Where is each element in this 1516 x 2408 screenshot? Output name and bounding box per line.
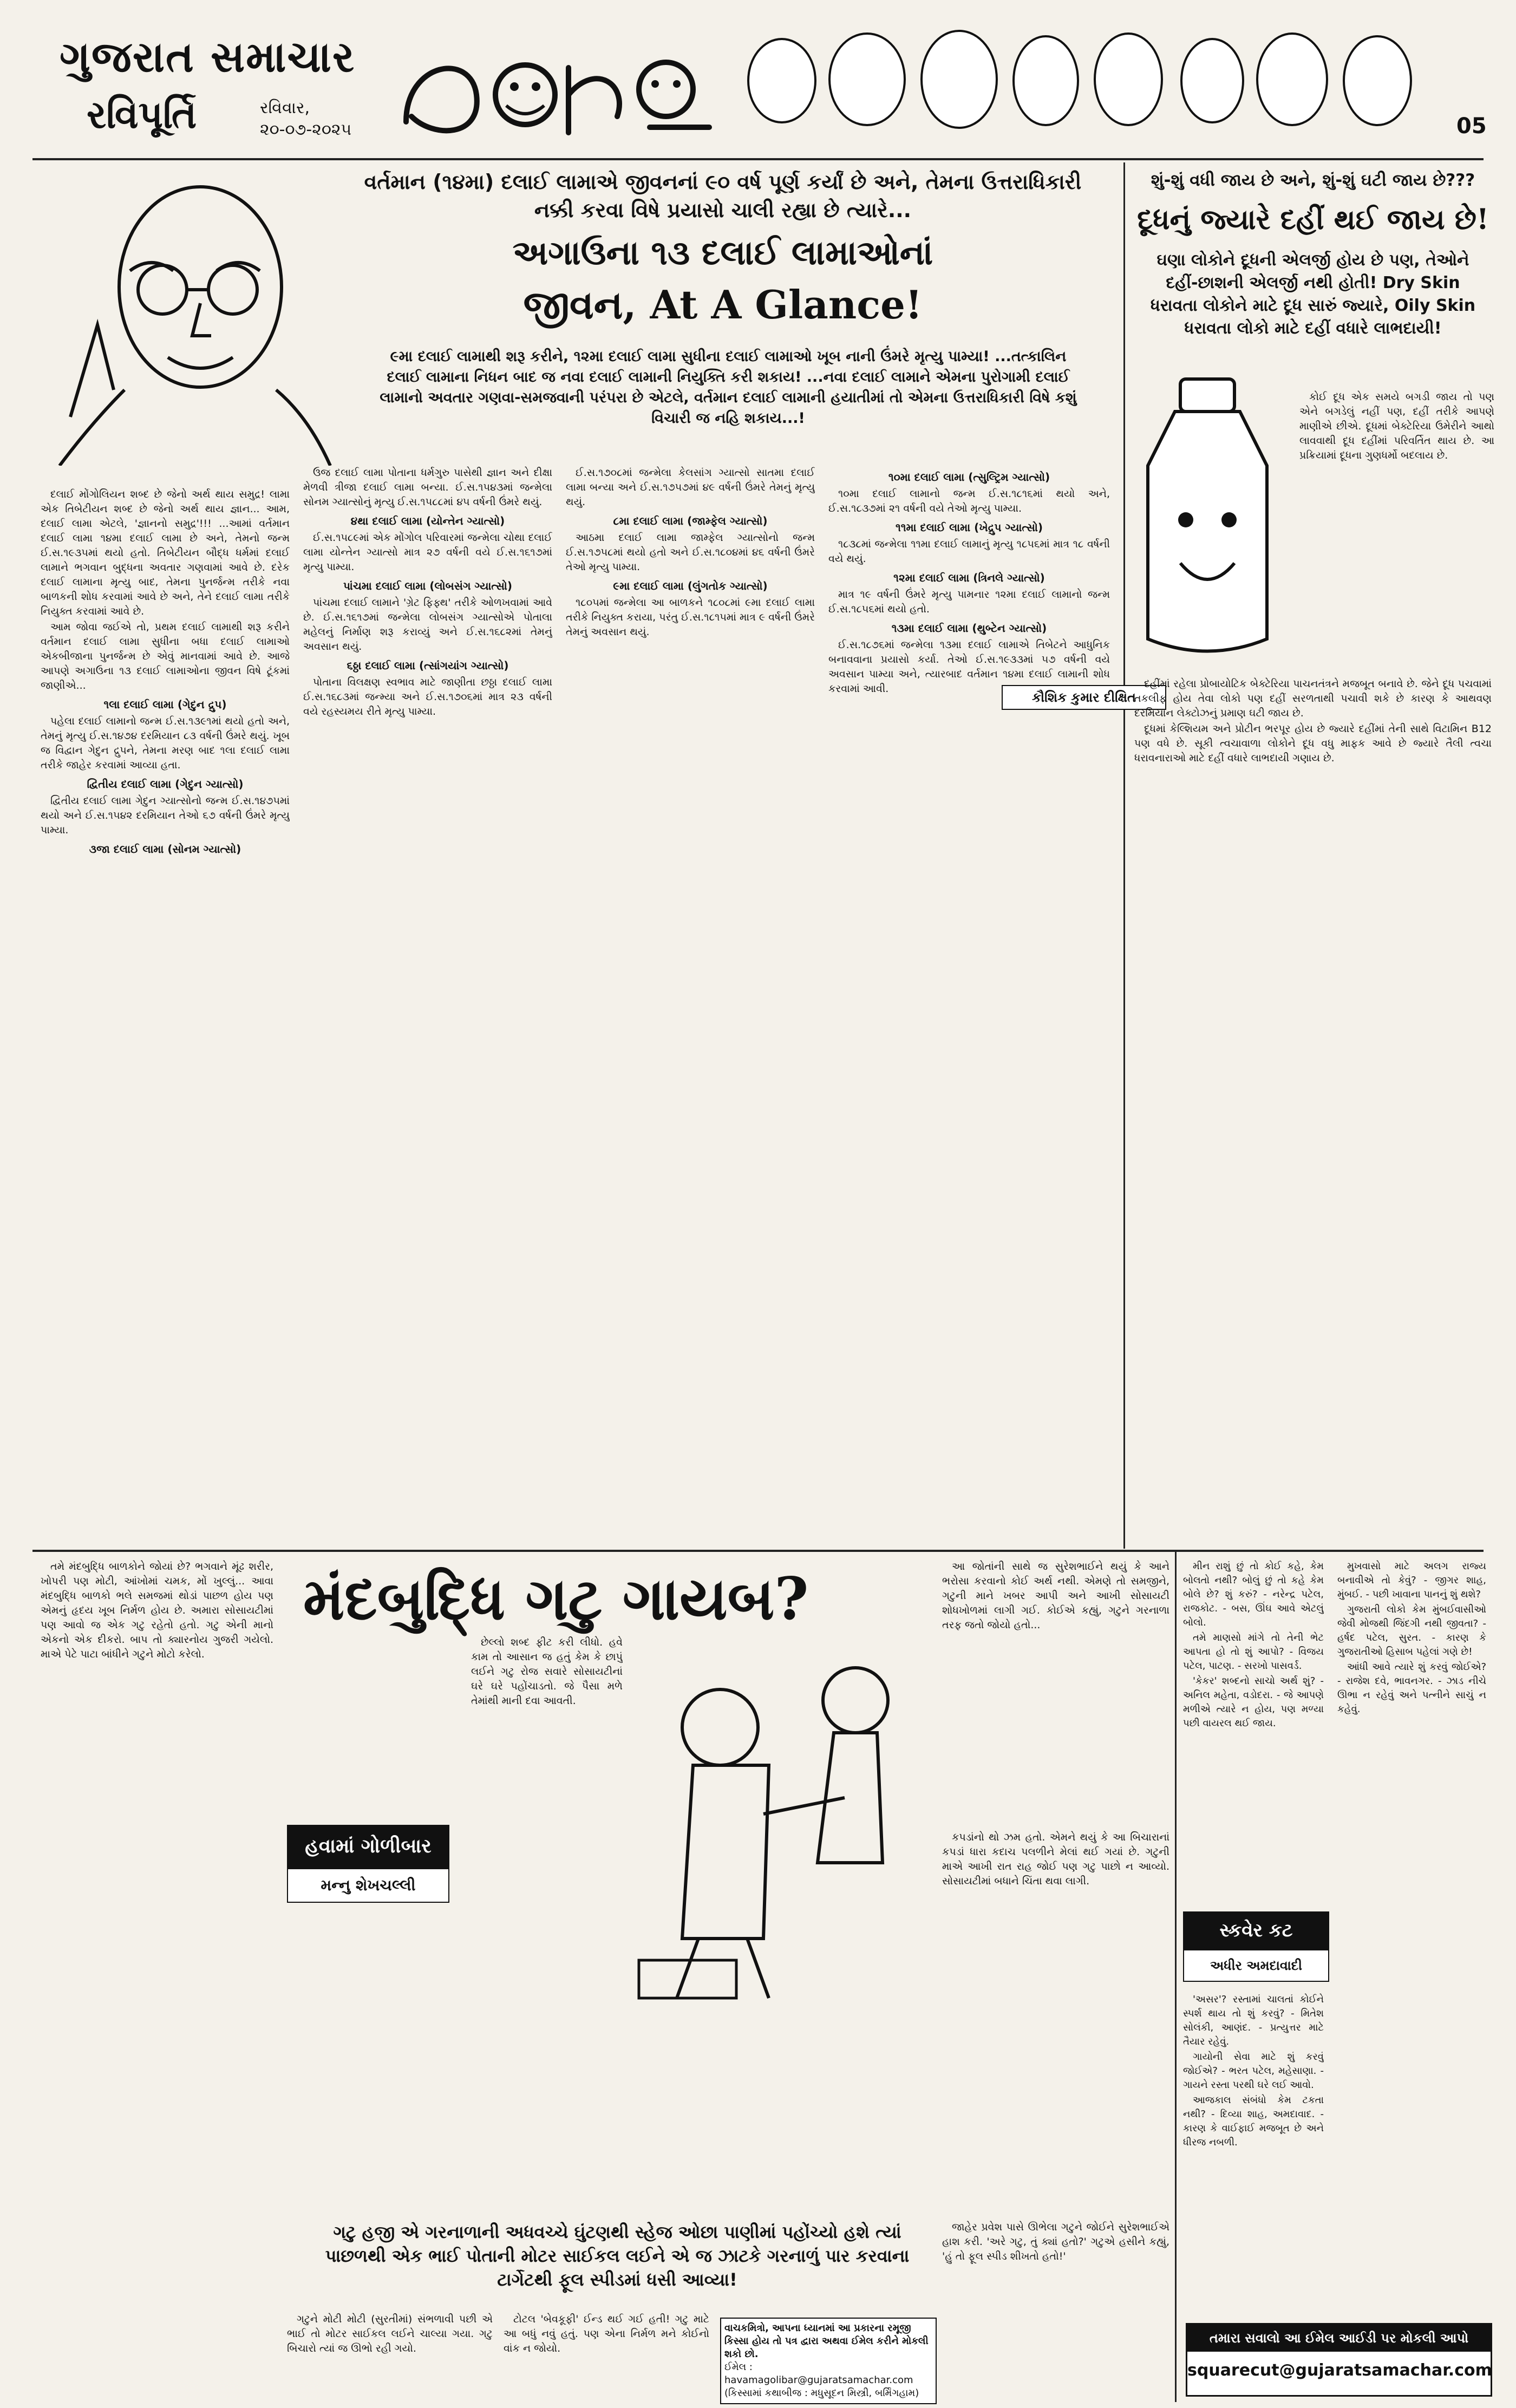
lama-section-heading: ૧લા દલાઈ લામા (ગેદુન દ્રુપ) <box>103 698 227 711</box>
lama-section-heading: ૧૧મા દલાઈ લામા (ખેદ્રુપ ગ્યાત્સો) <box>895 521 1043 534</box>
column-divider <box>1175 1552 1177 2402</box>
lama-column-3 <box>566 466 815 1543</box>
squarecut-title-box <box>1183 1911 1329 1982</box>
gattu-text: તમે મંદબુદ્ધિ બાળકોને જોયાં છે? ભગવાને મૂંઢ શરીર, ખોપરી પણ મોટી, આંખોમાં ચમક, મોં ખુલ્લું... આવા મંદબુદ્ધિ બાળકો ભલે સમજમાં થોડાં પાછળ હોય પણ એમનું હૃદય ખૂબ નિર્મળ હોય છે. અમારા સોસાયટીમાં પણ આવો જ એક ગટુ રહેતો હતો. ગટુ એની માનો એકનો એક દીકરો. બાપ તો ક્યારનોય ગુજરી ગયેલો. માએ પેટે પાટા બાંધીને ગટુને મોટો કરેલો. <box>41 1561 273 1660</box>
contact-email[interactable]: squarecut@gujaratsamachar.com <box>1187 2361 1492 2380</box>
qa-item: આંધી આવે ત્યારે શું કરવું જોઈએ? - રાજેશ દવે, ભાવનગર. - ઝાડ નીચે ઊભા ન રહેવું અને પત્નીને સાચું ન કહેવું. <box>1337 1661 1486 1715</box>
gattu-column-3 <box>942 1830 1169 2209</box>
lama-intro: વર્તમાન (૧૪મા) દલાઈ લામાએ જીવનનાં ૯૦ વર્ષ પૂર્ણ કર્યાં છે અને, તેમના ઉત્તરાધિકારી નક્કી કરવા વિષે પ્રયાસો ચાલી રહ્યા છે ત્યારે... <box>364 170 1082 222</box>
lama-section-text: ઈ.સ.૧૫૮૯માં એક મોંગોલ પરિવારમાં જન્મેલા ચોથા દલાઈ લામા યોન્તેન ગ્યાત્સો માત્ર ૨૭ વર્ષની વયે ઈ.સ.૧૬૧૭માં મૃત્યુ પામ્યા. <box>303 532 552 573</box>
masthead <box>0 0 1516 162</box>
cartoon-face-icon <box>1180 38 1244 123</box>
gattu-text: ગટુને મોટી મોટી (સુરતીમાં) સંભળાવી પછી એ ભાઈ તો મોટર સાઈકલ લઈને ચાલ્યા ગયા. ગટુ બિચારો ત્યાં જ ઊભો રહી ગયો. <box>287 2313 493 2354</box>
squarecut-contact <box>1186 2323 1492 2397</box>
gattu-bottom-2 <box>504 2312 709 2404</box>
cartoon-face-icon <box>828 32 906 126</box>
curd-body-3: દૂધમાં કેલ્શિયમ અને પ્રોટીન ભરપૂર હોય છે જ્યારે દહીંમાં તેની સાથે વિટામિન B12 પણ વધે છે. સૂકી ત્વચાવાળા લોકોને દૂધ વધુ માફક આવે છે જ્યારે તૈલી ત્વચા ધરાવનારાઓ માટે દહીં વધારે લાભદાયી ગણાય છે. <box>1134 723 1492 764</box>
lama-section-heading: પાંચમા દલાઈ લામા (લોબસંગ ગ્યાત્સો) <box>343 579 513 592</box>
lama-section-heading: ૧૩મા દલાઈ લામા (થુબ્ટેન ગ્યાત્સો) <box>891 622 1047 635</box>
gattu-text: ટોટલ 'બેવકૂફી' ઈન્ડ થઈ ગઈ હતી! ગટુ માટે આ બધું નવું હતું. પણ એના નિર્મળ મને કોઈનો વાંક ન જોયો. <box>504 2313 709 2354</box>
curd-headline: દૂધનું જ્યારે દહીં થઈ જાય છે! <box>1137 203 1489 236</box>
squarecut-title: સ્કવેર કટ <box>1183 1911 1329 1949</box>
cartoon-face-icon <box>1094 32 1163 126</box>
lama-headline-line2: જીવન, At A Glance! <box>523 282 923 328</box>
gattu-title: મંદબુદ્ધિ ગટુ ગાયબ? <box>303 1565 809 1633</box>
curd-subhead: ઘણા લોકોને દૂધની એલર્જી હોય છે પણ, તેઓને દહીં-છાશની એલર્જી નથી હોતી! Dry Skin ધરાવતા લોકોને માટે દૂધ સારું જ્યારે, Oily Skin ધરાવતા લોકો માટે દહીં વધારે લાભદાયી! <box>1150 251 1476 338</box>
cartoon-face-icon <box>1256 32 1328 126</box>
gattu-cartoon <box>628 1635 931 2009</box>
lama-col1-intro: દલાઈ મોંગોલિયન શબ્દ છે જેનો અર્થ થાય સમુદ્ર! લામા એક તિબેટીયન શબ્દ છે જેનો અર્થ થાય જ્ઞાન... આમ, દલાઈ લામા એટલે, 'જ્ઞાનનો સમુદ્ર'!!! ...આમાં વર્તમાન દલાઈ લામા ૧૪મા દલાઈ લામા છે અને, તેમનો જન્મ ઈ.સ.૧૯૩૫માં થયો હતો. તિબેટીયન બૌદ્ધ ધર્મમાં દલાઈ લામાને ભગવાન બુદ્ધના અવતાર ગણવામાં આવે છે. દરેક દલાઈ લામાના મૃત્યુ બાદ, તેમના પુનર્જન્મ તરીકે નવા બાળકની શોધ કરવામાં આવે છે અને, તેને દલાઈ લામા તરીકે નિયુક્ત કરવામાં આવે છે. <box>41 488 290 617</box>
lama-section-heading: ૯મા દલાઈ લામા (લુંગતોક ગ્યાત્સો) <box>613 579 768 592</box>
curd-body-2: દહીંમાં રહેલા પ્રોબાયોટિક બેક્ટેરિયા પાચનતંત્રને મજબૂત બનાવે છે. જેને દૂધ પચવામાં તકલીફ હોય તેવા લોકો પણ દહીં સરળતાથી પચાવી શકે છે કારણ કે આથવણ દરમિયાન લેક્ટોઝનું પ્રમાણ ઘટી જાય છે. <box>1134 678 1492 719</box>
brand-lettering <box>390 30 726 149</box>
milk-bottle-cartoon <box>1121 368 1294 671</box>
paper-name: ગુજરાત સમાચાર <box>60 32 356 82</box>
cartoon-face-icon <box>1012 35 1079 126</box>
qa-item: મીન રાશું છું તો કોઈ કહે, કેમ બોલતો નથી? બોલું છું તો કહે કેમ બોલે છે? શું કરું? - નરેન્દ્ર પટેલ, રાજકોટ. - બસ, ઊંઘ આવે એટલું બોલો. <box>1183 1561 1324 1628</box>
cartoon-face-icon <box>920 30 998 129</box>
gattu-text: કપડાંનો થો ઝમ હતો. એમને થયું કે આ બિચારાનાં કપડાં ધારા કદાચ પલળીને મેલાં થઈ ગયાં છે. ગટુની માએ આખી રાત રાહ જોઈ પણ ગટુ પાછો ન આવ્યો. સોસાયટીમાં બધાને ચિંતા થવા લાગી. <box>942 1831 1169 1887</box>
masthead-divider <box>32 158 1484 160</box>
footer-note: વાચકમિત્રો, આપના ધ્યાનમાં આ પ્રકારના રમૂજી કિસ્સા હોય તો પત્ર દ્વારા અથવા ઈમેલ કરીને મોકલી શકો છો. <box>724 2322 929 2360</box>
lama-section-heading: ૪થા દલાઈ લામા (યોન્તેન ગ્યાત્સો) <box>350 514 505 527</box>
qa-item: ગુજરાતી લોકો કેમ મુંબઈવાસીઓ જેવી મોજથી જિંદગી નથી જીવતા? - હર્ષદ પટેલ, સુરત. - કારણ કે ગુજરાતીઓ હિસાબ પહેલાં ગણે છે! <box>1337 1604 1486 1657</box>
story-credit: (કિસ્સામાં કથાબીજ : મધુસૂદન મિસ્ત્રી, બર્મિંગહામ) <box>724 2387 919 2399</box>
cartoon-face-icon <box>747 38 816 123</box>
lama-section-text: આઠમા દલાઈ લામા જામ્ફેલ ગ્યાત્સોનો જન્મ ઈ.સ.૧૭૫૮માં થયો હતો અને ઈ.સ.૧૮૦૪માં ૪૬ વર્ષની ઉંમરે તેઓ મૃત્યુ પામ્યા. <box>566 532 815 573</box>
qa-item: મુખવાસો માટે અલગ રાજ્ય બનાવીએ તો કેવું? - જીગર શાહ, મુંબઈ. - પછી ખાવાના પાનનું શું થશે? <box>1337 1561 1486 1600</box>
lama-section-text: પહેલા દલાઈ લામાનો જન્મ ઈ.સ.૧૩૯૧માં થયો હતો અને, તેમનું મૃત્યુ ઈ.સ.૧૪૭૪ દરમિયાન ૮૩ વર્ષની ઉંમરે થયું. ખૂબ જ વિદ્વાન ગેદુન દ્રુપને, તેમના મરણ બાદ ૧લા દલાઈ લામા તરીકે જાહેર કરવામાં આવ્યા હતા. <box>41 715 290 771</box>
lama-section-text: પાંચમા દલાઈ લામાને 'ગ્રેટ ફિફ્થ' તરીકે ઓળખવામાં આવે છે. ઈ.સ.૧૬૧૭માં જન્મેલા લોબસંગ ગ્યાત્સોએ પોતાલા મહેલનું નિર્માણ શરૂ કરાવ્યું અને ઈ.સ.૧૬૮૨માં તેમનું અવસાન થયું. <box>303 597 552 652</box>
qa-item: આજકાલ સંબંધો કેમ ટકતા નથી? - દિવ્યા શાહ, અમદાવાદ. - કારણ કે વાઈફાઈ મજબૂત છે અને ધીરજ નબળી. <box>1183 2094 1324 2148</box>
lama-section-text: દ્વિતીય દલાઈ લામા ગેદુન ગ્યાત્સોનો જન્મ ઈ.સ.૧૪૭૫માં થયો અને ઈ.સ.૧૫૪૨ દરમિયાન તેઓ ૬૭ વર્ષની ઉંમરે મૃત્યુ પામ્યા. <box>41 795 290 836</box>
cartoon-face-icon <box>1343 35 1412 126</box>
lama-section-heading: ૮મા દલાઈ લામા (જામ્ફેલ ગ્યાત્સો) <box>613 514 768 527</box>
lama-headline-line1: અગાઉના ૧૩ દલાઈ લામાઓનાં <box>512 233 933 272</box>
lama-section-heading: દ્વિતીય દલાઈ લામા (ગેદુન ગ્યાત્સો) <box>87 778 244 791</box>
page-number: 05 <box>1456 114 1487 139</box>
lama-section-text: ૧૮૦૫માં જન્મેલા આ બાળકને ૧૮૦૮માં ૯મા દલાઈ લામા તરીકે નિયુક્ત કરાયા, પરંતુ ઈ.સ.૧૮૧૫માં માત્ર ૯ વર્ષની ઉંમરે તેમનું અવસાન થયું. <box>566 597 815 638</box>
curd-body-1: કોઈ દૂધ એક સમયે બગડી જાય તો પણ એને બગડેલું નહીં પણ, દહીં તરીકે આપણે માણીએ છીએ. દૂધમાં બેક્ટેરિયા ઉમેરીને આથો લાવવાથી દૂધ દહીંમાં પરિવર્તિત થાય છે. આ પ્રક્રિયામાં દૂધના ગુણધર્મો બદલાય છે. <box>1299 391 1494 461</box>
lama-col2-intro: ઉજ દલાઈ લામા પોતાના ધર્મગુરુ પાસેથી જ્ઞાન અને દીક્ષા મેળવી ત્રીજા દલાઈ લામા બન્યા. ઈ.સ.૧૫૪૩માં જન્મેલા સોનમ ગ્યાત્સોનું મૃત્યુ ઈ.સ.૧૫૮૮માં ૪૫ વર્ષની ઉંમરે થયું. <box>303 467 552 508</box>
column-name: હવામાં ગોળીબાર <box>287 1825 449 1868</box>
milk-bottle-illustration <box>1121 368 1294 671</box>
lama-section-text: ૧૮૩૮માં જન્મેલા ૧૧મા દલાઈ લામાનું મૃત્યુ ૧૮૫૬માં માત્ર ૧૮ વર્ષની વયે થયું. <box>828 538 1110 565</box>
section-divider <box>32 1550 1484 1552</box>
lama-column-4 <box>828 466 1110 1543</box>
lama-col1-more: આમ જોવા જઈએ તો, પ્રથમ દલાઈ લામાથી શરૂ કરીને વર્તમાન દલાઈ લામા સુધીના બધા દલાઈ લામાઓ એકબીજાના પુનર્જન્મ છે એવું માનવામાં આવે છે. આજે આપણે અગાઉના ૧૩ દલાઈ લામાઓના જીવન વિષે ટૂંકમાં જાણીએ... <box>41 621 290 691</box>
gattu-text: છેલ્લો શબ્દ ફીટ કરી લીધો. હવે કામ તો આસાન જ હતું કેમ કે છાપું લઈને ગટુ રોજ સવારે સોસાયટીનાં ઘરે ઘરે પહોંચાડતો. જે પૈસા મળે તેમાંથી માની દવા આવતી. <box>471 1636 623 1707</box>
gattu-text: આ જોતાંની સાથે જ સુરેશભાઈને થયું કે આને ભરોસા કરવાનો કોઈ અર્થ નથી. એમણે તો સમજીને, ગટુની માને ખબર આપી અને આખી સોસાયટી શોધખોળમાં લાગી ગઈ. કોઈએ કહ્યું, ગટુને ગરનાળા તરફ જતો જોયો હતો... <box>942 1561 1169 1631</box>
supplement-name: રવિપૂર્તિ <box>87 92 197 137</box>
gattu-callout: ગટુ હજી એ ગરનાળાની અધવચ્ચે ઘુંટણથી સ્હેજ ઓછા પાણીમાં પહોંચ્યો હશે ત્યાં પાછળથી એક ભાઈ પોતાની મોટર સાઈકલ લઈને એ જ ઝાટકે ગરનાળું પાર કરવાના ટાર્ગેટથી ફૂલ સ્પીડમાં ધસી આવ્યા! <box>325 2222 910 2290</box>
qa-item: 'કેકર' શબ્દનો સાચો અર્થ શું? - અનિલ મહેતા, વડોદરા. - જે આપણે મળીએ ત્યારે ન હોય, પણ મળ્યા પછી વાયરલ થઈ જાય. <box>1183 1675 1324 1729</box>
lama-section-heading: ૬ઠ્ઠા દલાઈ લામા (ત્સાંગયાંગ ગ્યાત્સો) <box>347 659 509 672</box>
gattu-column-1 <box>41 1559 273 2361</box>
lama-deck: ૯મા દલાઈ લામાથી શરૂ કરીને, ૧૨મા દલાઈ લામા સુધીના દલાઈ લામાઓ ખૂબ નાની ઉંમરે મૃત્યુ પામ્યા! ...તત્કાલિન દલાઈ લામાના નિધન બાદ જ નવા દલાઈ લામાની નિયુક્તિ કરી શકાય! ...નવા દલાઈ લામાને એમના પુરોગામી દલાઈ લામાનો અવતાર ગણવા-સમજવાની પરંપરા છે એટલે, વર્તમાન દલાઈ લામાની હયાતીમાં તો એમના ઉત્તરાધિકારી વિષે કશું વિચારી જ નહિ શકાય...! <box>380 348 1077 427</box>
lama-column-1 <box>41 487 290 1543</box>
qa-item: 'અસર'? રસ્તામાં ચાલતાં કોઈને સ્પર્શ થાય તો શું કરવું? - મિતેશ સોલંકી, આણંદ. - પ્રત્યુત્તર માટે તૈયાર રહેવું. <box>1183 1994 1324 2047</box>
gattu-bottom-3 <box>942 2220 1169 2404</box>
contact-label: તમારા સવાલો આ ઈમેલ આઈડી પર મોકલી આપો <box>1187 2325 1491 2352</box>
lama-section-text: માત્ર ૧૯ વર્ષની ઉંમરે મૃત્યુ પામનાર ૧૨મા દલાઈ લામાનો જન્મ ઈ.સ.૧૮૫૬માં થયો હતો. <box>828 589 1110 615</box>
author-name: મન્નુ શેખચલ્લી <box>287 1868 449 1903</box>
lama-section-text: પોતાના વિલક્ષણ સ્વભાવ માટે જાણીતા છઠ્ઠા દલાઈ લામા ઈ.સ.૧૬૮૩માં જન્મ્યા અને ઈ.સ.૧૭૦૬માં માત્ર ૨૩ વર્ષની વયે રહસ્યમય રીતે મૃત્યુ પામ્યા. <box>303 676 552 717</box>
lama-col3-intro: ઈ.સ.૧૭૦૮માં જન્મેલા કેલસાંગ ગ્યાત્સો સાતમા દલાઈ લામા બન્યા અને ઈ.સ.૧૭૫૭માં ૪૯ વર્ષની ઉંમરે તેમનું મૃત્યુ થયું. <box>566 467 815 508</box>
lama-section-heading: ૩જા દલાઈ લામા (સોનમ ગ્યાત્સો) <box>89 843 241 856</box>
lama-portrait-illustration <box>38 162 341 466</box>
gattu-cartoon-drawing <box>628 1635 931 2009</box>
lama-section-text: ૧૦મા દલાઈ લામાનો જન્મ ઈ.સ.૧૮૧૬માં થયો અને, ઈ.સ.૧૮૩૭માં ૨૧ વર્ષની વયે તેઓ મૃત્યુ પામ્યા. <box>828 488 1110 514</box>
column-label-box <box>287 1825 449 1906</box>
lama-section-heading: ૧૦મા દલાઈ લામા (ત્સુલ્ટ્રિમ ગ્યાત્સો) <box>888 471 1050 484</box>
gattu-footer-box <box>720 2318 937 2404</box>
gattu-column-4 <box>942 1559 1169 1819</box>
gattu-column-2 <box>471 1635 623 2209</box>
qa-item: ગાયોની સેવા માટે શું કરવું જોઈએ? - ભરત પટેલ, મહેસાણા. - ગાયને રસ્તા પરથી ઘરે લઈ આવો. <box>1183 2051 1324 2091</box>
lama-section-text: ઈ.સ.૧૮૭૬માં જન્મેલા ૧૩મા દલાઈ લામાએ તિબેટને આધુનિક બનાવવાના પ્રયાસો કર્યા. તેઓ ઈ.સ.૧૯૩૩માં ૫૭ વર્ષની વયે અવસાન પામ્યા અને, ત્યારબાદ વર્તમાન ૧૪મા દલાઈ લામાની શોધ કરવામાં આવી. <box>828 639 1110 695</box>
qa-item: તમે માણસો માંગે તો તેની ભેટ આપતા હો તો શું આપો? - વિજય પટેલ, પાટણ. - સરખો પાસવર્ડ. <box>1183 1632 1324 1672</box>
lama-column-2 <box>303 466 552 1543</box>
gattu-bottom-1 <box>287 2312 493 2404</box>
issue-date: રવિવાર, ૨૦-૦૭-૨૦૨૫ <box>260 99 352 139</box>
curd-column-2 <box>1134 677 1492 1543</box>
squarecut-below <box>1183 1993 1324 2307</box>
brand-logo <box>390 30 726 149</box>
squarecut-author: અધીર અમદાવાદી <box>1183 1949 1329 1982</box>
curd-byline: કૌશિક કુમાર દીક્ષિત <box>1002 685 1166 710</box>
curd-kicker: શું-શું વધી જાય છે અને, શું-શું ઘટી જાય છે??? <box>1151 171 1475 190</box>
dalai-lama-sketch <box>38 162 341 466</box>
squarecut-right <box>1337 1559 1486 2274</box>
lama-section-heading: ૧૨મા દલાઈ લામા (ત્રિનલે ગ્યાત્સો) <box>893 571 1045 584</box>
footer-email[interactable]: ઈમેલ : havamagolibar@gujaratsamachar.com <box>724 2361 913 2386</box>
gattu-text: જાહેર પ્રવેશ પાસે ઊભેલા ગટુને જોઈને સુરેશભાઈએ હાશ કરી. 'અરે ગટુ, તું ક્યાં હતો?' ગટુએ હસીને કહ્યું, 'હું તો ફૂલ સ્પીડ શીખતો હતો!' <box>942 2221 1169 2262</box>
